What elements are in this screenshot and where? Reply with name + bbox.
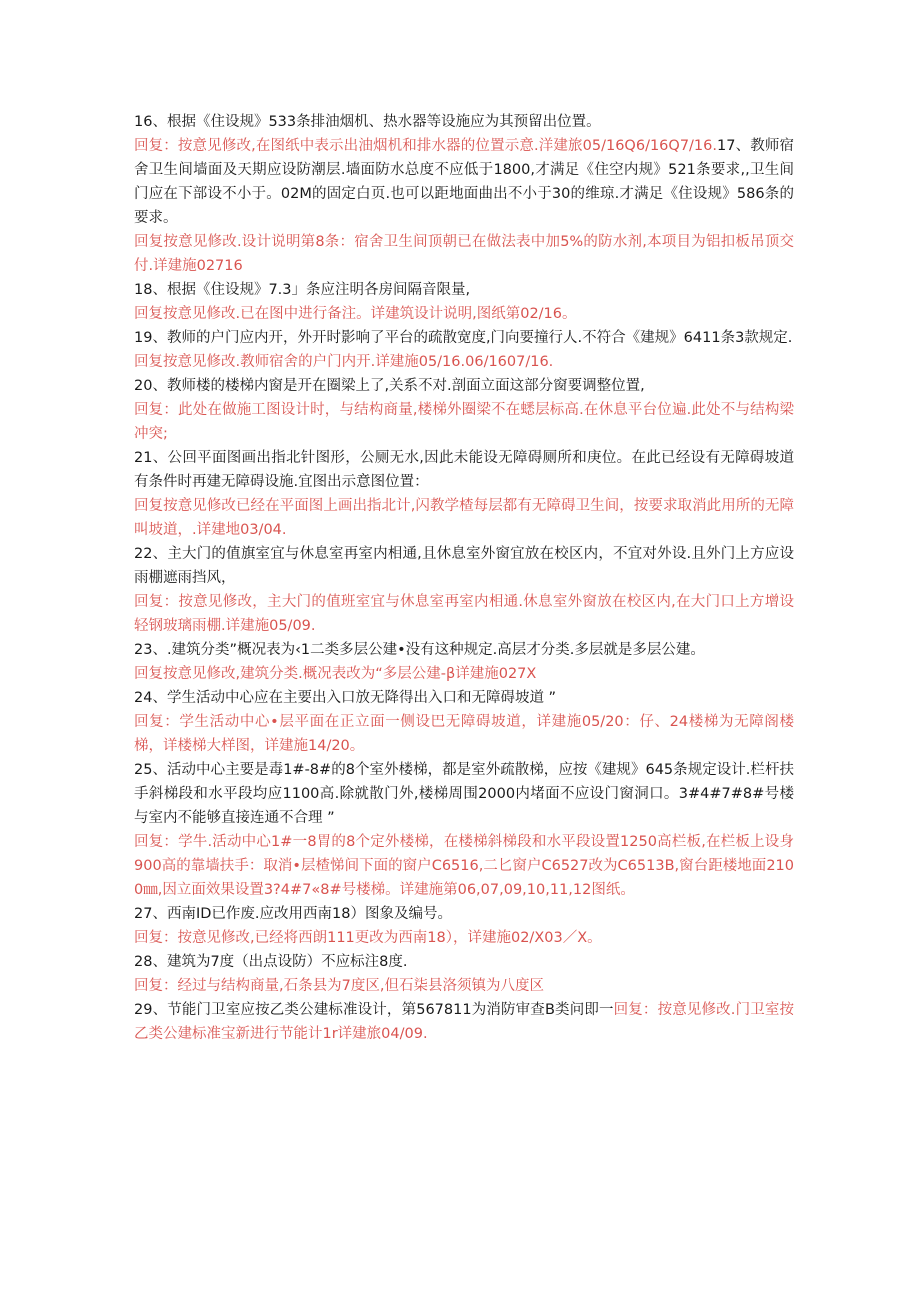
item-28 — [134, 950, 794, 974]
item-21-reply — [134, 494, 794, 542]
question-text: 29、节能门卫室应按乙类公建标准设计，第567811为消防审查B类问即一 — [134, 1002, 614, 1018]
question-text: 22、主大门的值旗室宜与休息室再室内相通,且休息室外窗宜放在校区内，不宜对外设.且外门上方应设雨棚遮雨挡风， — [134, 546, 794, 586]
reply-text: 回复按意见修改已经在平面图上画出指北计,闪教学楂每层都有无障碍卫生间，按要求取消此用所的无障叫坡道，.详建地03/04. — [134, 498, 794, 538]
item-22 — [134, 542, 794, 590]
question-text: 27、西南ID已作废.应改用西南18）图象及编号。 — [134, 906, 452, 922]
item-16 — [134, 110, 794, 134]
question-text: 18、根据《住设规》7.3」条应注明各房间隔音限量, — [134, 282, 471, 298]
item-20-reply — [134, 398, 794, 446]
question-text: 17、教师宿舍卫生间墙面及天期应设防潮层.墙面防水总度不应低于1800,才满足《住空内规》521条要求,,卫生间门应在下部设不小于。02M的固定白页.也可以距地面曲出不小于30的维琼.才满足《住设规》586条的要求。 — [134, 138, 795, 226]
item-17-reply — [134, 230, 794, 278]
item-27 — [134, 902, 794, 926]
item-29 — [134, 998, 794, 1046]
question-text: 28、建筑为7度（出点设防）不应标注8度. — [134, 954, 408, 970]
reply-text: 回复：按意见修改.门卫室按乙类公建标准宝新进行节能计1r详建旅04/09. — [134, 1002, 795, 1042]
item-23-reply — [134, 662, 794, 686]
item-19 — [134, 326, 794, 350]
item-22-reply — [134, 590, 794, 638]
question-text: 23、.建筑分类”概况表为‹1二类多层公建•没有这种规定.高层才分类.多层就是多层公建。 — [134, 642, 705, 658]
item-24-reply — [134, 710, 794, 758]
reply-text: 回复按意见修改.设计说明第8条：宿舍卫生间顶朝已在做法表中加5%的防水剂,本项目为铝扣板吊顶交付.详建施02716 — [134, 234, 794, 274]
reply-text: 回复：学生活动中心•层平面在正立面一侧设巴无障碍坡道，详建施05/20：仔、24楼梯为无障阁楼梯，详楼梯大样图，详建施14/20。 — [134, 714, 794, 754]
item-20 — [134, 374, 794, 398]
reply-text: 回复按意见修改.教师宿舍的户门内开.详建施05/16.06/1607/16. — [134, 354, 554, 370]
item-18 — [134, 278, 794, 302]
reply-text: 回复按意见修改.已在图中进行备注。详建筑设计说明,图纸第02/16。 — [134, 306, 577, 322]
reply-text: 回复：按意见修改，主大门的值班室宜与休息室再室内相通.休息室外窗放在校区内,在大门口上方增设轻钢玻璃雨棚.详建施05/09. — [134, 594, 794, 634]
question-text: 21、公回平面图画出指北针图形，公厕无水,因此未能设无障碍厕所和庚位。在此已经设有无障碍坡道有条件时再建无障碍设施.宜图出示意图位置： — [134, 450, 794, 490]
item-21 — [134, 446, 794, 494]
reply-text: 回复：按意见修改,已经将西朗111更改为西南18），详建施02/X03／X。 — [134, 930, 602, 946]
item-24 — [134, 686, 794, 710]
item-19-reply — [134, 350, 794, 374]
question-text: 24、学生活动中心应在主要出入口放无降得出入口和无障碍坡道 ” — [134, 690, 557, 706]
reply-text: 回复按意见修改,建筑分类.概况表改为“多层公建-β详建施027X — [134, 666, 537, 682]
item-25 — [134, 758, 794, 830]
reply-text: 回复：此处在做施工图设计时，与结构商量,楼梯外圈梁不在蟋层标高.在休息平台位遍.此处不与结构梁冲突; — [134, 402, 794, 442]
reply-text: 回复：按意见修改,在图纸中表示出油烟机和排水器的位置示意.洋建旅05/16Q6/16Q7/16. — [134, 138, 717, 154]
reply-text: 回复：经过与结构商量,石条县为7度区,但石柒县洛须镇为八度区 — [134, 978, 544, 994]
item-25-reply — [134, 830, 794, 902]
question-text: 25、活动中心主要是毒1#-8#的8个室外楼梯，都是室外疏散梯，应按《建规》645条规定设计.栏杆扶手斜梯段和水平段均应1100高.除就散门外,楼梯周围2000内堵面不应设门窗洞口。3#4#7#8#号楼与室内不能够直接连通不合理 ” — [134, 762, 794, 826]
item-23 — [134, 638, 794, 662]
question-text: 20、教师楼的楼梯内窗是开在圈梁上了,关系不对.剖面立面这部分窗要调整位置, — [134, 378, 645, 394]
item-18-reply — [134, 302, 794, 326]
question-text: 19、教师的户门应内开，外开时影响了平台的疏散宽度,门向要撞行人.不符合《建规》6411条3款规定. — [134, 330, 793, 346]
item-16-reply-17 — [134, 134, 794, 230]
reply-text: 回复：学牛.活动中心1#一8胃的8个定外楼梯，在楼梯斜梯段和水平段设置1250高栏板,在栏板上设身900高的靠墙扶手：取消•层楂悌间下面的窗户C6516,二匕窗户C6527改为C6513B,窗台距楼地面2100㎜,因立面效果设置3?4#7«8#号楼梯。详建施第06,07,09,10,11,12图纸。 — [134, 834, 794, 898]
document-page — [134, 110, 794, 1046]
question-text: 16、根据《住设规》533条排油烟机、热水器等设施应为其预留出位置。 — [134, 114, 601, 130]
item-28-reply — [134, 974, 794, 998]
item-27-reply — [134, 926, 794, 950]
